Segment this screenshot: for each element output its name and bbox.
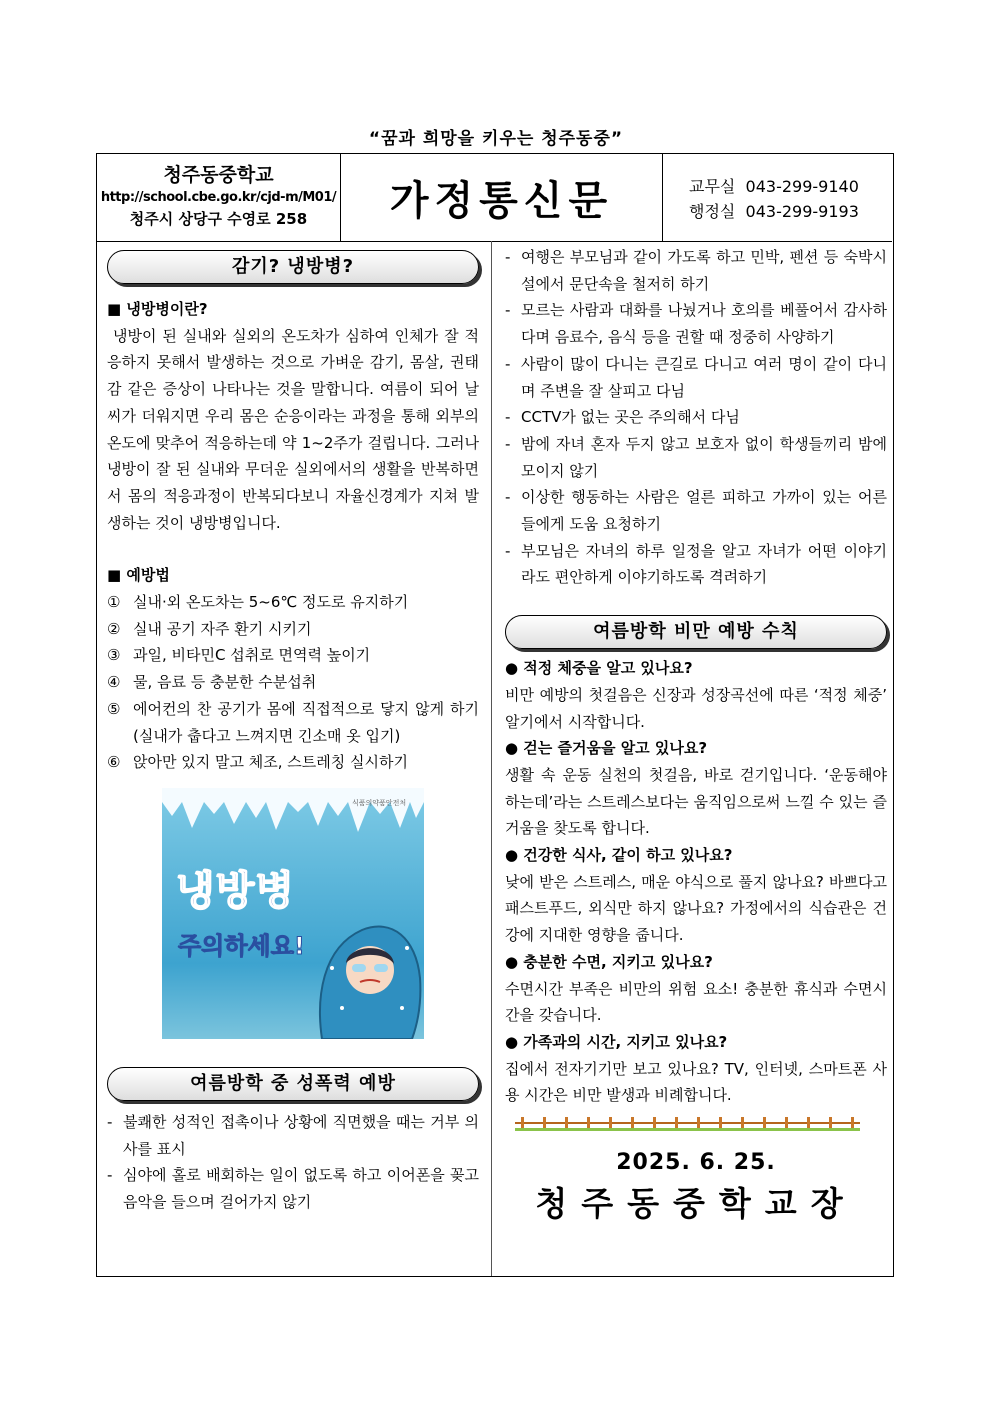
fence-divider-icon [515, 1115, 860, 1131]
list-item: - 모르는 사람과 대화를 나눴거나 호의를 베풀어서 감사하다며 음료수, 음식 등을 권할 때 정중히 사양하기 [505, 301, 887, 347]
obesity-question: ● 건강한 식사, 같이 하고 있나요? [505, 846, 733, 865]
obesity-answer: 집에서 전자기기만 보고 있나요? TV, 인터넷, 스마트폰 사용 시간은 비만 발생과 비례합니다. [505, 1059, 887, 1105]
obesity-answer: 생활 속 운동 실천의 첫걸음, 바로 걷기입니다. ‘운동해야 하는데’라는 스트레스보다는 움직임으로써 느낄 수 있는 즐거움을 찾도록 합니다. [505, 765, 887, 838]
list-item: - CCTV가 없는 곳은 주의해서 다님 [505, 408, 740, 427]
obesity-answer: 수면시간 부족은 비만의 위험 요소! 충분한 휴식과 수면시간을 갖습니다. [505, 979, 887, 1025]
obesity-list [505, 655, 887, 1109]
page-title: 가정통신문 [389, 178, 614, 224]
list-item: - 사람이 많이 다니는 큰길로 다니고 여러 명이 같이 다니며 주변을 잘 살피고 다님 [505, 354, 887, 400]
list-item: - 부모님은 자녀의 하루 일정을 알고 자녀가 어떤 이야기라도 편안하게 이야기하도록 격려하기 [505, 541, 887, 587]
list-item: ⑥ 앉아만 있지 말고 체조, 스트레칭 실시하기 [107, 753, 408, 772]
list-item: ③ 과일, 비타민C 섭취로 면역력 높이기 [107, 646, 371, 665]
school-name: 청주동중학교 [163, 164, 274, 186]
school-url[interactable]: http://school.cbe.go.kr/cjd-m/M01/ [100, 190, 337, 205]
list-item: - 밤에 자녀 혼자 두지 않고 보호자 없이 학생들끼리 밤에 모이지 않기 [505, 434, 887, 480]
column-divider [491, 241, 492, 1276]
list-item: - 여행은 부모님과 같이 가도록 하고 민박, 펜션 등 숙박시설에서 문단속을 철저히 하기 [505, 248, 887, 293]
obesity-section-heading: 여름방학 비만 예방 수칙 [505, 615, 887, 649]
assault-section-heading: 여름방학 중 성폭력 예방 [107, 1067, 479, 1101]
contact-info [663, 154, 892, 241]
issue-date: 2025. 6. 25. [616, 1149, 776, 1175]
admin-label: 행정실 [689, 202, 736, 221]
office-phone: 043-299-9140 [745, 177, 859, 196]
obesity-question: ● 가족과의 시간, 지키고 있나요? [505, 1032, 728, 1051]
assault-list-left [107, 1109, 479, 1216]
poster-org: 식품의약품안전처 [352, 798, 407, 807]
left-column [107, 250, 479, 1216]
assault-list-right [505, 244, 887, 591]
obesity-answer: 낮에 받은 스트레스, 매운 야식으로 풀지 않나요? 바쁘다고 패스트푸드, 외식만 하지 않나요? 가정에서의 식습관은 건강에 지대한 영향을 줍니다. [505, 872, 887, 945]
list-item: - 불쾌한 성적인 접촉이나 상황에 직면했을 때는 거부 의사를 표시 [107, 1112, 479, 1158]
obesity-question: ● 충분한 수면, 지키고 있나요? [505, 952, 713, 971]
right-column [505, 244, 887, 1223]
cooling-illness-poster [162, 788, 424, 1039]
cold-section-heading: 감기? 냉방병? [107, 250, 479, 284]
header [97, 154, 892, 242]
motto: “꿈과 희망을 키우는 청주동중” [368, 129, 624, 149]
obesity-answer: 비만 예방의 첫걸음은 신장과 성장곡선에 따른 ‘적정 체중’ 알기에서 시작합니다. [505, 685, 887, 731]
poster-title: 냉방병 [176, 867, 295, 914]
school-address: 청주시 상당구 수영로 258 [129, 210, 308, 228]
prevention-heading: ■ 예방법 [107, 566, 170, 585]
newsletter-frame [96, 153, 894, 1277]
office-contact [689, 174, 892, 199]
definition-text: 냉방이 된 실내와 실외의 온도차가 심하여 인체가 잘 적응하지 못해서 발생하는 것으로 가벼운 감기, 몸살, 권태감 같은 증상이 나타나는 것을 말합니다. 여름이 되어 날씨가 더워지면 우리 몸은 순응이라는 과정을 통해 외부의 온도에 맞추어 적응하는데 약 1~2주가 걸립니다. 그러나 냉방이 잘 된 실내와 무더운 실외에서의 생활을 반복하면서 몸의 적응과정이 반복되다보니 자율신경계가 지쳐 발생하는 것이 냉방병입니다. [107, 326, 479, 532]
principal-signature: 청주동중학교장 [535, 1183, 857, 1223]
title-cell [341, 154, 663, 241]
list-item: ② 실내 공기 자주 환기 시키기 [107, 619, 312, 638]
list-item: - 이상한 행동하는 사람은 얼른 피하고 가까이 있는 어른들에게 도움 요청하기 [505, 488, 887, 534]
list-item: - 심야에 홀로 배회하는 일이 없도록 하고 이어폰을 꽂고 음악을 들으며 걸어가지 않기 [107, 1166, 479, 1212]
obesity-question: ● 적정 체중을 알고 있나요? [505, 659, 693, 678]
school-info [97, 154, 341, 241]
list-item: ④ 물, 음료 등 충분한 수분섭취 [107, 673, 317, 692]
admin-phone: 043-299-9193 [745, 202, 859, 221]
list-item: ⑤ 에어컨의 찬 공기가 몸에 직접적으로 닿지 않게 하기(실내가 춥다고 느껴지면 긴소매 옷 입기) [107, 699, 479, 745]
shivering-person-icon [312, 908, 424, 1039]
admin-contact [689, 199, 892, 224]
obesity-question: ● 걷는 즐거움을 알고 있나요? [505, 739, 708, 758]
office-label: 교무실 [689, 177, 736, 196]
prevention-list [107, 589, 479, 776]
definition-heading: ■ 냉방병이란? [107, 300, 208, 318]
poster-subtitle: 주의하세요! [178, 931, 305, 960]
list-item: ① 실내·외 온도차는 5~6℃ 정도로 유지하기 [107, 593, 409, 612]
